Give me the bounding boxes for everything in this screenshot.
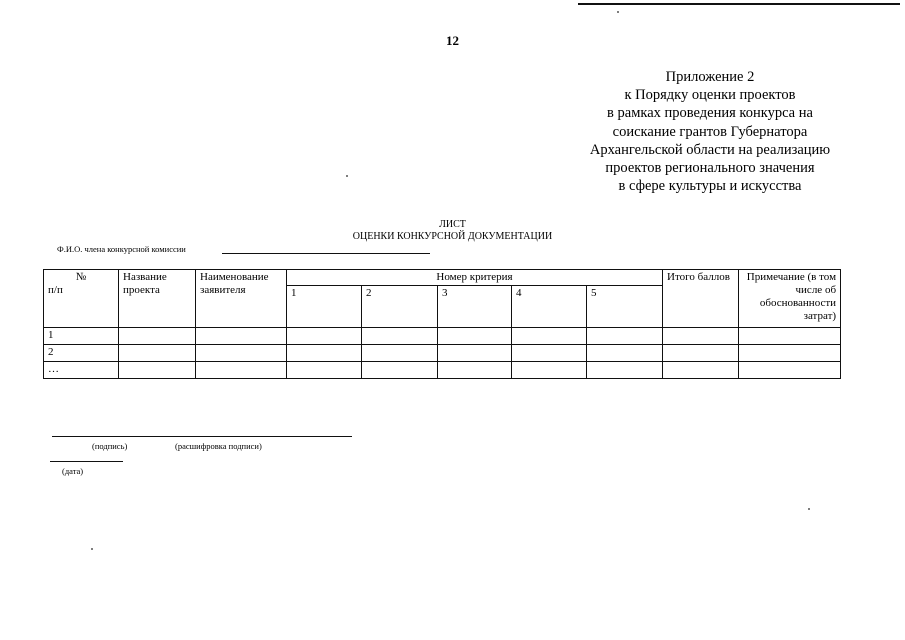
table-header-row (44, 270, 841, 286)
date-line (50, 461, 123, 462)
row-number: … (44, 362, 119, 379)
scan-speck (346, 175, 348, 177)
criterion-2: 2 (362, 286, 438, 328)
num-header (44, 270, 119, 328)
cell-empty[interactable] (512, 362, 587, 379)
appendix-line: соискание грантов Губернатора (612, 123, 808, 140)
cell-empty[interactable] (739, 328, 841, 345)
scan-speck (91, 548, 93, 550)
note-header: Примечание (в том числе об обоснованности затрат) (739, 270, 841, 328)
cell-empty[interactable] (663, 328, 739, 345)
criterion-4: 4 (512, 286, 587, 328)
cell-empty[interactable] (587, 362, 663, 379)
evaluation-table (43, 269, 841, 379)
scan-speck (617, 11, 619, 13)
signature-decode-label: (расшифровка подписи) (175, 441, 262, 451)
criterion-3: 3 (438, 286, 512, 328)
cell-empty[interactable] (287, 345, 362, 362)
scan-speck (808, 508, 810, 510)
fio-fill-line (222, 253, 430, 254)
appendix-line: Архангельской области на реализацию (589, 141, 831, 158)
cell-empty[interactable] (587, 345, 663, 362)
table-row (44, 328, 841, 345)
sheet-title (0, 219, 905, 242)
cell-empty[interactable] (587, 328, 663, 345)
cell-empty[interactable] (362, 328, 438, 345)
num-header-top: № (75, 271, 87, 283)
fio-label: Ф.И.О. члена конкурсной комиссии (57, 244, 186, 254)
applicant-header: Наименование заявителя (196, 270, 287, 328)
row-number: 1 (44, 328, 119, 345)
table-row (44, 362, 841, 379)
cell-empty[interactable] (287, 362, 362, 379)
cell-empty[interactable] (512, 328, 587, 345)
cell-empty[interactable] (663, 345, 739, 362)
table-row (44, 345, 841, 362)
appendix-line: в сфере культуры и искусства (618, 178, 802, 195)
criterion-1: 1 (287, 286, 362, 328)
total-header: Итого баллов (663, 270, 739, 328)
cell-empty[interactable] (119, 345, 196, 362)
appendix-line: к Порядку оценки проектов (624, 87, 796, 104)
criteria-header: Номер критерия (287, 270, 663, 286)
appendix-line: Приложение 2 (665, 69, 755, 85)
sheet-title-line1: ЛИСТ (439, 219, 466, 230)
cell-empty[interactable] (362, 362, 438, 379)
cell-empty[interactable] (196, 345, 287, 362)
cell-empty[interactable] (438, 345, 512, 362)
cell-empty[interactable] (287, 328, 362, 345)
cell-empty[interactable] (362, 345, 438, 362)
appendix-line: проектов регионального значения (605, 160, 815, 177)
date-label: (дата) (62, 466, 84, 476)
page-number: 12 (446, 33, 459, 48)
cell-empty[interactable] (438, 328, 512, 345)
project-header: Название проекта (119, 270, 196, 328)
cell-empty[interactable] (438, 362, 512, 379)
cell-empty[interactable] (739, 362, 841, 379)
sheet-title-line2: ОЦЕНКИ КОНКУРСНОЙ ДОКУМЕНТАЦИИ (352, 230, 553, 242)
cell-empty[interactable] (119, 362, 196, 379)
appendix-heading (560, 68, 860, 195)
signature-line (52, 436, 352, 437)
row-number: 2 (44, 345, 119, 362)
cell-empty[interactable] (663, 362, 739, 379)
appendix-line: в рамках проведения конкурса на (607, 105, 813, 122)
top-rule (578, 3, 900, 5)
cell-empty[interactable] (196, 328, 287, 345)
criterion-5: 5 (587, 286, 663, 328)
cell-empty[interactable] (512, 345, 587, 362)
num-header-bottom: п/п (48, 284, 63, 296)
cell-empty[interactable] (196, 362, 287, 379)
cell-empty[interactable] (739, 345, 841, 362)
signature-label: (подпись) (92, 441, 128, 451)
cell-empty[interactable] (119, 328, 196, 345)
